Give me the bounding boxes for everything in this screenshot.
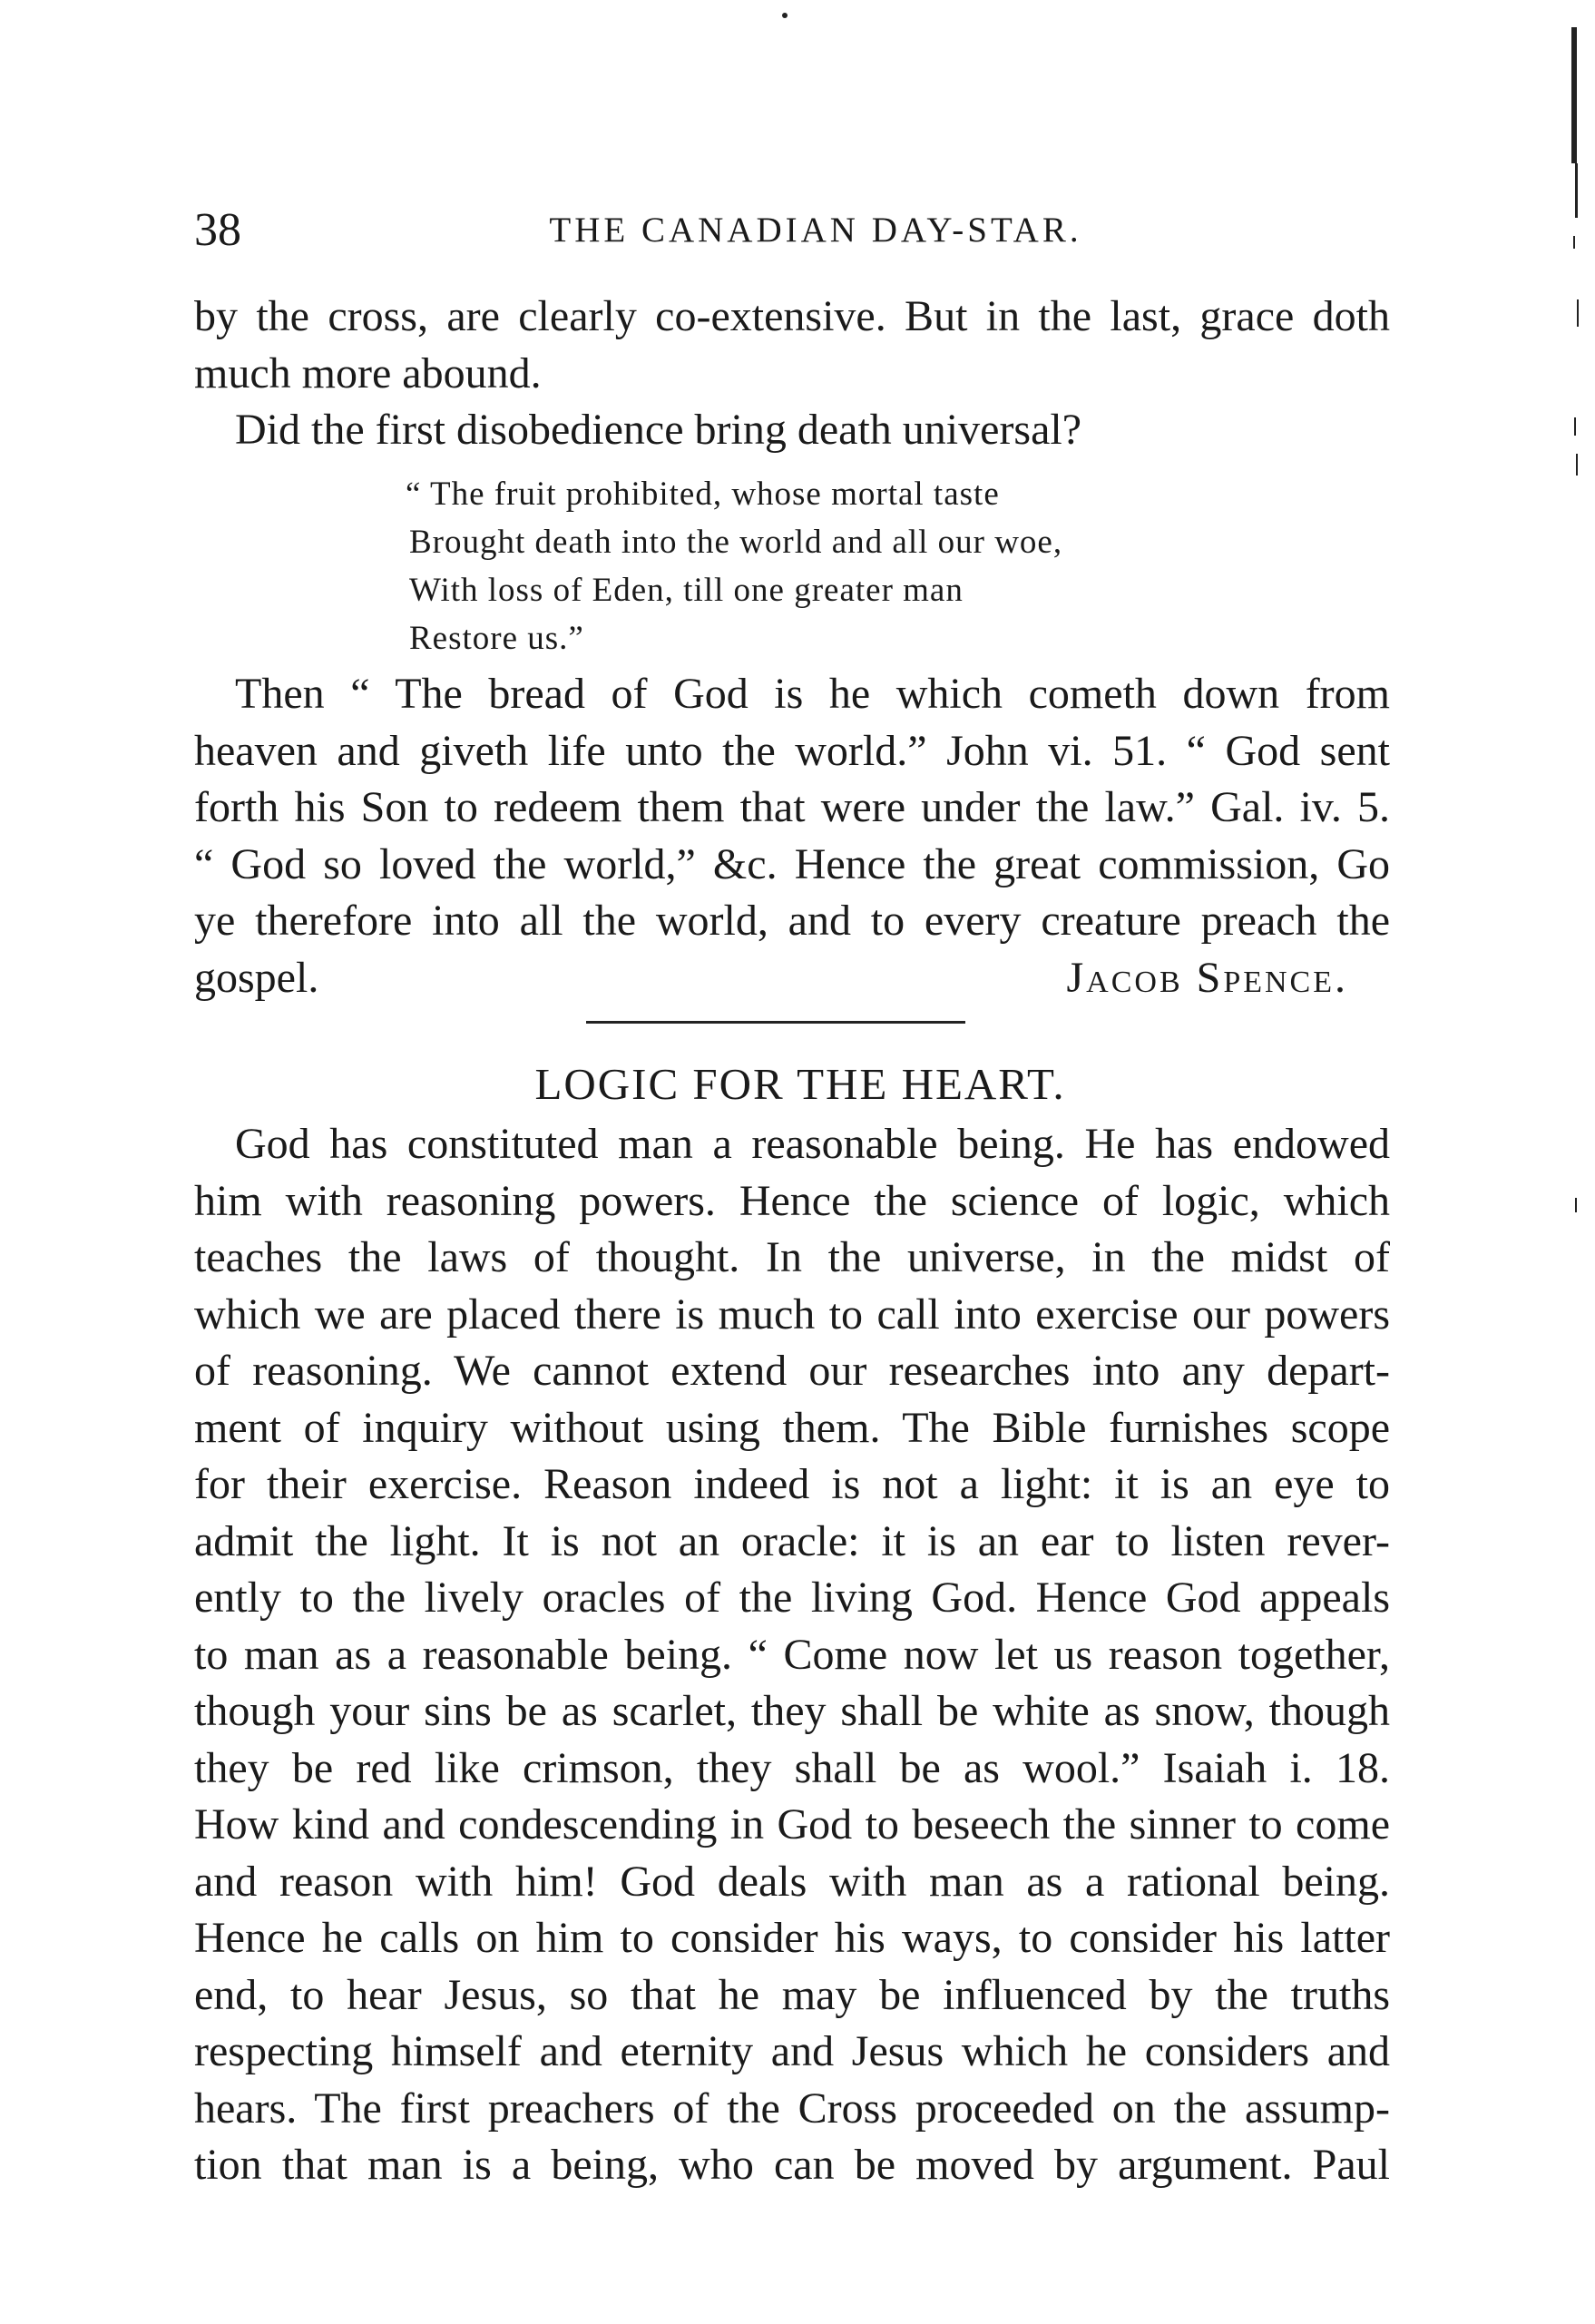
verse-line: Brought death into the world and all our woe, bbox=[409, 524, 1063, 561]
text-line: forth his Son to redeem them that were under the law.” Gal. iv. 5. bbox=[194, 783, 1390, 831]
verse-quotation bbox=[406, 470, 1267, 662]
text-line: God has constituted man a reasonable being. He has endowed bbox=[235, 1120, 1390, 1168]
text-line: respecting himself and eternity and Jesus which he considers and bbox=[194, 2027, 1390, 2075]
verse-line: “ The fruit prohibited, whose mortal taste bbox=[406, 476, 1000, 513]
verse-line: Restore us.” bbox=[409, 620, 584, 657]
verse-line: With loss of Eden, till one greater man bbox=[409, 572, 964, 609]
author-signature: Jacob Spence. bbox=[1066, 953, 1348, 1002]
text-line: “ God so loved the world,” &c. Hence the great commission, Go bbox=[194, 839, 1390, 888]
text-line: by the cross, are clearly co-extensive. But in the last, grace doth bbox=[194, 292, 1390, 340]
text-line: him with reasoning powers. Hence the science of logic, which bbox=[194, 1176, 1390, 1225]
text-line: much more abound. bbox=[194, 348, 542, 397]
article-heading: LOGIC FOR THE HEART. bbox=[534, 1059, 1066, 1109]
text-line: ently to the lively oracles of the living God. Hence God appeals bbox=[194, 1574, 1390, 1622]
text-line: which we are placed there is much to call into exercise our powers bbox=[194, 1289, 1390, 1339]
paragraph-continuation bbox=[194, 289, 1390, 459]
text-line: ye therefore into all the world, and to every creature preach the bbox=[194, 897, 1390, 945]
running-head: THE CANADIAN DAY-STAR. bbox=[549, 211, 1082, 250]
text-line: heaven and giveth life unto the world.” John vi. 51. “ God sent bbox=[194, 726, 1390, 775]
text-line: they be red like crimson, they shall be as wool.” Isaiah i. 18. bbox=[194, 1743, 1390, 1792]
text-line: though your sins be as scarlet, they shall be white as snow, though bbox=[194, 1687, 1390, 1735]
text-line: tion that man is a being, who can be moved by argument. Paul bbox=[194, 2141, 1390, 2189]
text-line: of reasoning. We cannot extend our researches into any depart- bbox=[194, 1347, 1390, 1395]
text-line: for their exercise. Reason indeed is not a light: it is an eye to bbox=[194, 1460, 1390, 1508]
text-line: end, to hear Jesus, so that he may be influenced by the truths bbox=[194, 1970, 1390, 2019]
text-line: and reason with him! God deals with man as a rational being. bbox=[194, 1857, 1390, 1906]
text-line: Did the first disobedience bring death universal? bbox=[235, 406, 1082, 454]
text-line: ment of inquiry without using them. The Bible furnishes scope bbox=[194, 1403, 1390, 1452]
ink-speck bbox=[782, 13, 788, 18]
text-line: How kind and condescending in God to beseech the sinner to come bbox=[194, 1800, 1390, 1848]
section-divider bbox=[586, 1021, 965, 1024]
text-line: Then “ The bread of God is he which cometh down from bbox=[235, 670, 1390, 718]
page-number: 38 bbox=[194, 204, 241, 256]
text-line: gospel. bbox=[194, 953, 319, 1002]
text-line: hears. The first preachers of the Cross proceeded on the assump- bbox=[194, 2084, 1390, 2133]
text-line: admit the light. It is not an oracle: it is an ear to listen rever- bbox=[194, 1516, 1390, 1565]
text-line: Hence he calls on him to consider his ways, to consider his latter bbox=[194, 1914, 1390, 1962]
article-body bbox=[194, 1116, 1390, 2194]
paragraph-then bbox=[194, 666, 1390, 1006]
signoff-line bbox=[194, 950, 1390, 1007]
text-line: to man as a reasonable being. “ Come now let us reason together, bbox=[194, 1630, 1390, 1679]
text-line: teaches the laws of thought. In the universe, in the midst of bbox=[194, 1233, 1390, 1281]
